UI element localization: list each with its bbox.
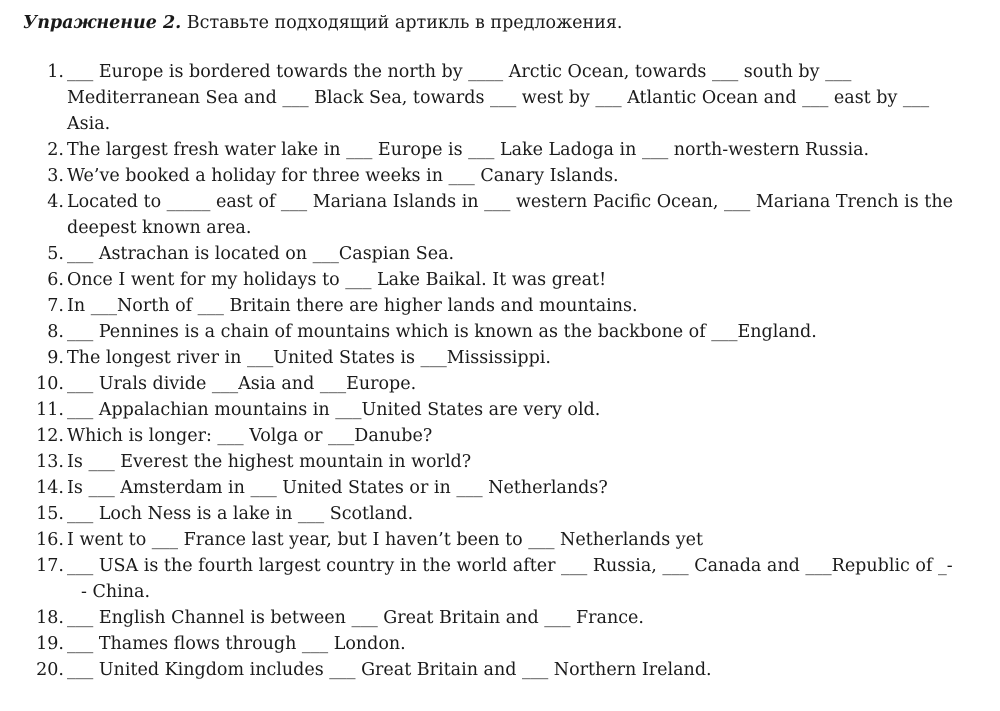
item-text-line: I went to ___ France last year, but I haven’t been to ___ Netherlands yet (67, 530, 704, 550)
exercise-label: Упражнение 2. (23, 13, 182, 33)
item-text-line: Located to _____ east of ___ Mariana Islands in ___ western Pacific Ocean, ___ Mariana Trench is the (67, 192, 953, 212)
item-text-line: ___ Appalachian mountains in ___United States are very old. (67, 400, 601, 420)
item-number: 17. (36, 556, 64, 576)
item-number: 19. (36, 634, 64, 654)
item-text-line: ___ Pennines is a chain of mountains which is known as the backbone of ___England. (67, 322, 817, 342)
item-text-line: Is ___ Everest the highest mountain in world? (67, 452, 472, 472)
exercise-item (0, 449, 1000, 475)
item-text-line: ___ USA is the fourth largest country in the world after ___ Russia, ___ Canada and ___Republic of _- (67, 556, 953, 576)
exercise-heading (23, 10, 622, 36)
item-number: 5. (47, 244, 64, 264)
item-number: 3. (47, 166, 64, 186)
exercise-item (0, 59, 1000, 137)
item-text-line: - China. (81, 582, 151, 602)
exercise-item (0, 397, 1000, 423)
exercise-item (0, 293, 1000, 319)
exercise-item (0, 163, 1000, 189)
item-text-line: ___ Urals divide ___Asia and ___Europe. (67, 374, 417, 394)
item-number: 13. (36, 452, 64, 472)
exercise-item (0, 553, 1000, 605)
item-text-line: Which is longer: ___ Volga or ___Danube? (67, 426, 433, 446)
item-number: 12. (36, 426, 64, 446)
exercise-list (0, 59, 1000, 683)
exercise-item (0, 605, 1000, 631)
item-text-line: Mediterranean Sea and ___ Black Sea, towards ___ west by ___ Atlantic Ocean and ___ east by ___ (67, 88, 930, 108)
exercise-item (0, 371, 1000, 397)
item-text-line: Asia. (67, 114, 111, 134)
exercise-item (0, 189, 1000, 241)
exercise-item (0, 527, 1000, 553)
item-number: 6. (47, 270, 64, 290)
exercise-item (0, 319, 1000, 345)
exercise-item (0, 423, 1000, 449)
item-text-line: ___ English Channel is between ___ Great Britain and ___ France. (67, 608, 644, 628)
item-number: 20. (36, 660, 64, 680)
item-text-line: deepest known area. (67, 218, 252, 238)
item-number: 7. (47, 296, 64, 316)
item-text-line: ___ Astrachan is located on ___Caspian Sea. (67, 244, 455, 264)
item-text-line: The largest fresh water lake in ___ Europe is ___ Lake Ladoga in ___ north-western Russia. (67, 140, 870, 160)
item-text-line: Is ___ Amsterdam in ___ United States or in ___ Netherlands? (67, 478, 608, 498)
exercise-instruction: Вставьте подходящий артикль в предложения. (181, 13, 623, 33)
item-number: 18. (36, 608, 64, 628)
item-number: 11. (36, 400, 64, 420)
item-number: 14. (36, 478, 64, 498)
exercise-item (0, 475, 1000, 501)
item-number: 15. (36, 504, 64, 524)
item-number: 9. (47, 348, 64, 368)
item-number: 8. (47, 322, 64, 342)
item-text-line: ___ Thames flows through ___ London. (67, 634, 406, 654)
item-number: 1. (47, 62, 64, 82)
item-text-line: ___ Europe is bordered towards the north by ____ Arctic Ocean, towards ___ south by ___ (67, 62, 852, 82)
exercise-item (0, 631, 1000, 657)
exercise-item (0, 267, 1000, 293)
item-text-line: We’ve booked a holiday for three weeks in ___ Canary Islands. (67, 166, 619, 186)
item-text-line: Once I went for my holidays to ___ Lake Baikal. It was great! (67, 270, 607, 290)
item-number: 2. (47, 140, 64, 160)
item-number: 16. (36, 530, 64, 550)
exercise-item (0, 657, 1000, 683)
item-text-line: The longest river in ___United States is ___Mississippi. (67, 348, 551, 368)
exercise-item (0, 137, 1000, 163)
item-number: 4. (47, 192, 64, 212)
exercise-item (0, 241, 1000, 267)
item-text-line: ___ Loch Ness is a lake in ___ Scotland. (67, 504, 414, 524)
item-number: 10. (36, 374, 64, 394)
exercise-item (0, 501, 1000, 527)
item-text-line: In ___North of ___ Britain there are higher lands and mountains. (67, 296, 638, 316)
item-text-line: ___ United Kingdom includes ___ Great Britain and ___ Northern Ireland. (67, 660, 712, 680)
exercise-item (0, 345, 1000, 371)
